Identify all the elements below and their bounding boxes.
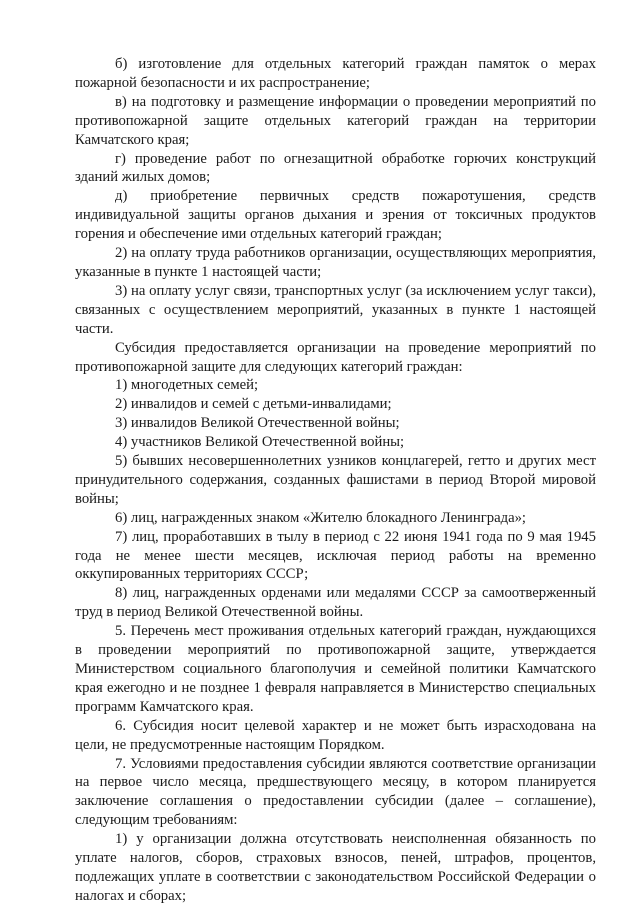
- list-item-disabled: 2) инвалидов и семей с детьми-инвалидами;: [115, 396, 392, 413]
- list-item-war-participants: 4) участников Великой Отечественной войны;: [115, 434, 405, 451]
- paragraph-5-list-of-places: 5. Перечень мест проживания отдельных категорий граждан, нуждающихся в проведении мероприятий по противопожарной защите, утверждается Министерством социального благополучия и семейной политики Камчатского края ежегодно и не позднее 1 февраля направляется в Министерство специальных программ Камчатского края.: [75, 623, 596, 715]
- paragraph-1v-information: в) на подготовку и размещение информации о проведении мероприятий по противопожарной защите отдельных категорий граждан на территории Камчатского края;: [75, 93, 596, 148]
- list-item-home-front: 7) лиц, проработавших в тылу в период с 22 июня 1941 года по 9 мая 1945 года не менее шести месяцев, исключая период работы на временно оккупированных территориях СССР;: [75, 528, 596, 583]
- paragraph-7-conditions: 7. Условиями предоставления субсидии являются соответствие организации на первое число месяца, предшествующего месяцу, в котором планируется заключение соглашения о предоставлении субсидии (далее – соглашение), следующим требованиям:: [75, 755, 596, 829]
- paragraph-1b-leaflets: б) изготовление для отдельных категорий граждан памяток о мерах пожарной безопасности и их распространение;: [75, 56, 596, 91]
- paragraph-subsidy-categories: Субсидия предоставляется организации на проведение мероприятий по противопожарной защите для следующих категорий граждан:: [75, 339, 596, 375]
- paragraph-2-labor: 2) на оплату труда работников организации, осуществляющих мероприятия, указанные в пункте 1 настоящей части;: [75, 245, 596, 280]
- list-item-leningrad-siege: 6) лиц, награжденных знаком «Жителю блокадного Ленинграда»;: [115, 509, 527, 526]
- paragraph-3-services: 3) на оплату услуг связи, транспортных услуг (за исключением услуг такси), связанных с осуществлением мероприятий, указанных в пункте 1 настоящей части.: [75, 282, 596, 337]
- paragraph-1d-extinguishers: д) приобретение первичных средств пожаротушения, средств индивидуальной защиты органов дыхания и зрения от токсичных продуктов горения и обеспечение ими отдельных категорий граждан;: [75, 188, 596, 243]
- list-item-ussr-awards: 8) лиц, награжденных орденами или медалями СССР за самоотверженный труд в период Великой Отечественной войны.: [75, 585, 596, 621]
- list-item-camp-prisoners: 5) бывших несовершеннолетних узников концлагерей, гетто и других мест принудительного содержания, созданных фашистами в период Второй мировой войны;: [75, 453, 596, 507]
- paragraph-7-1-no-tax-debt: 1) у организации должна отсутствовать неисполненная обязанность по уплате налогов, сборов, страховых взносов, пеней, штрафов, процентов, подлежащих уплате в соответствии с законодательством Российской Федерации о налогах и сборах;: [75, 831, 596, 904]
- paragraph-6-targeted: 6. Субсидия носит целевой характер и не может быть израсходована на цели, не предусмотренные настоящим Порядком.: [75, 717, 596, 753]
- list-item-war-disabled: 3) инвалидов Великой Отечественной войны;: [115, 415, 400, 432]
- list-item-large-families: 1) многодетных семей;: [115, 377, 259, 394]
- paragraph-1g-fire-retardant: г) проведение работ по огнезащитной обработке горючих конструкций зданий жилых домов;: [75, 150, 596, 186]
